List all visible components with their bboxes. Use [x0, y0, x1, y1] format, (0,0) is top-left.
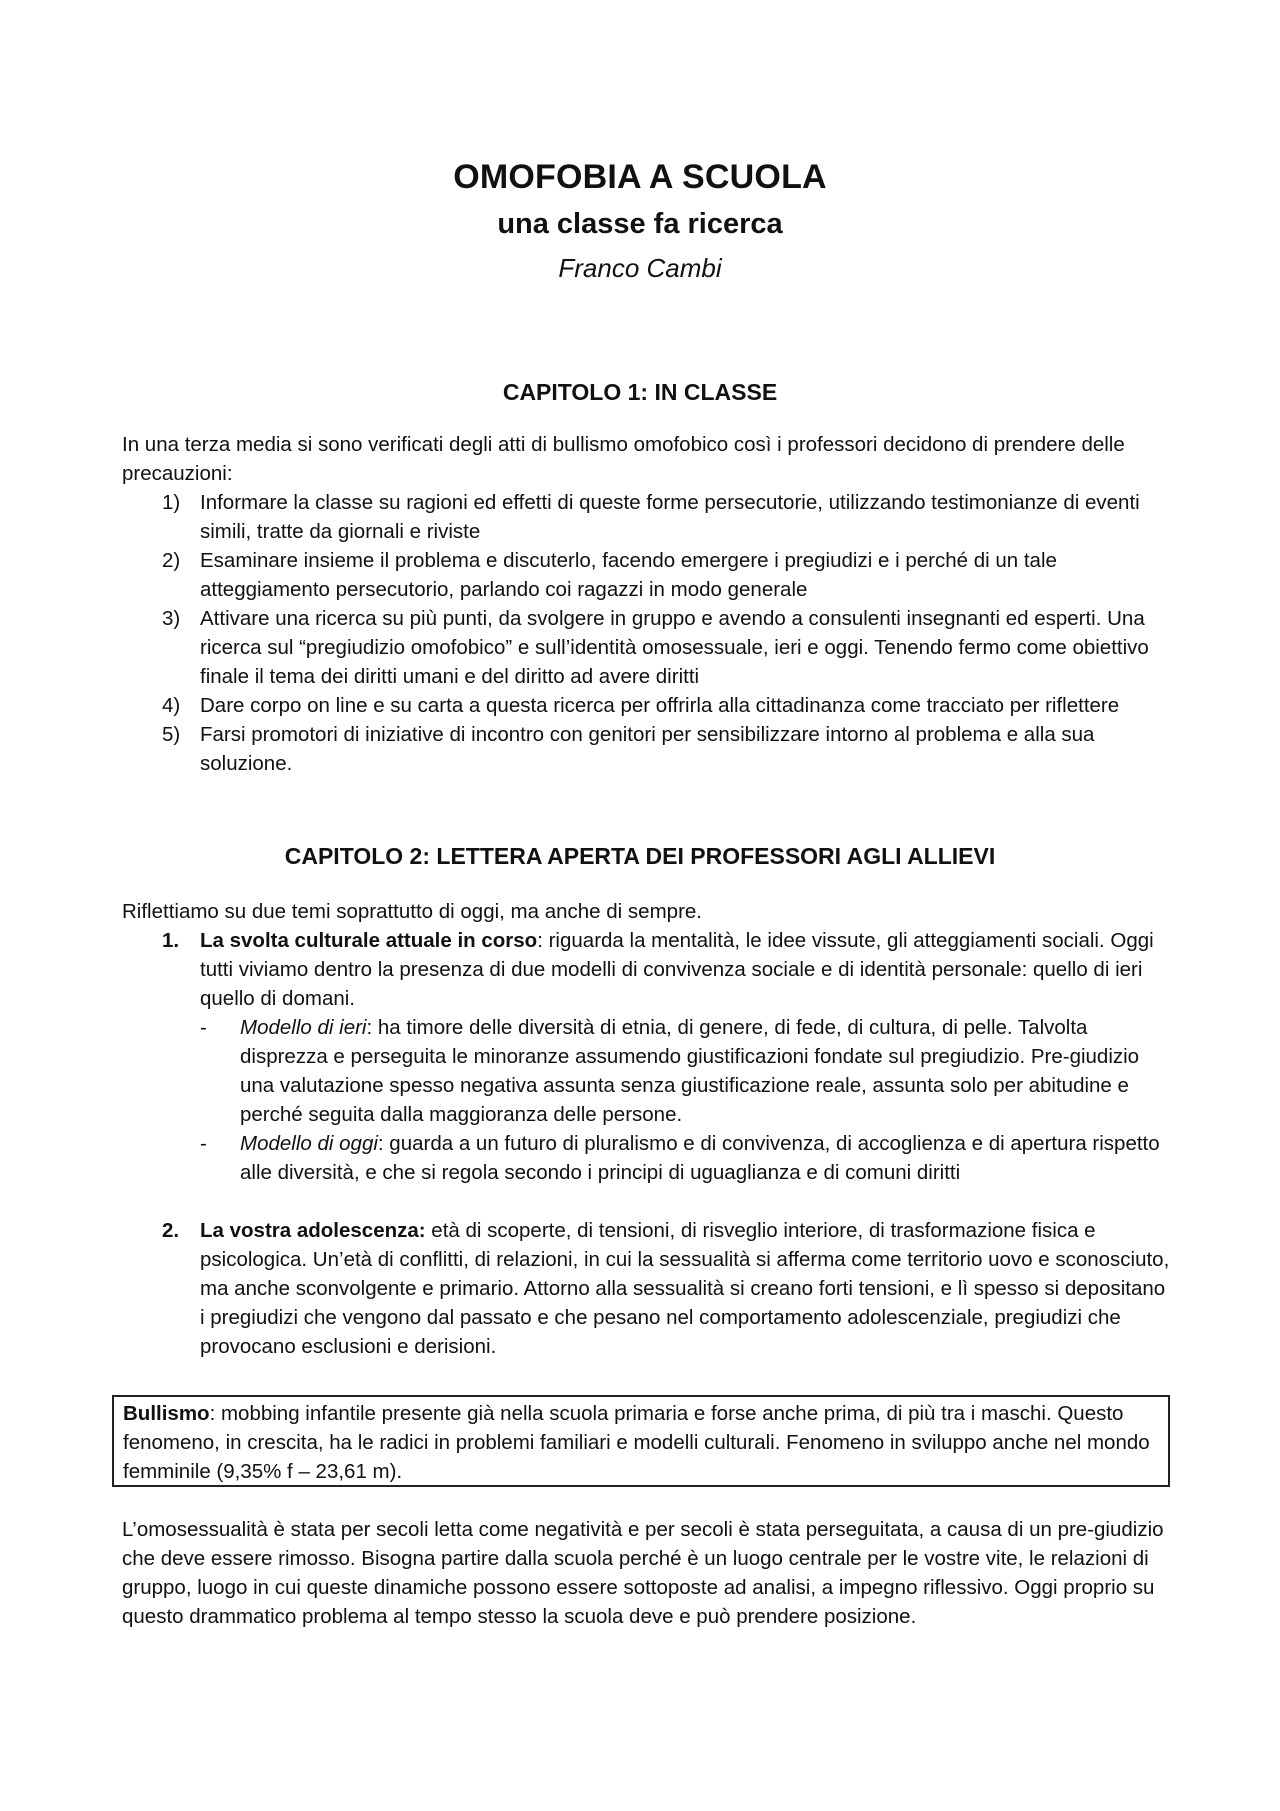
sub-list-item	[200, 1129, 1170, 1187]
sub-item-label: Modello di oggi	[240, 1132, 378, 1155]
sub-item-text: : guarda a un futuro di pluralismo e di convivenza, di accoglienza e di apertura rispetto alle diversità, e che si regola secondo i principi di uguaglianza e di comuni diritti	[240, 1132, 1160, 1184]
sub-list	[200, 1013, 1170, 1187]
list-item	[122, 488, 1170, 546]
chapter-2-heading: CAPITOLO 2: LETTERA APERTA DEI PROFESSORI AGLI ALLIEVI	[284, 843, 996, 869]
box-bold-label: Bullismo	[123, 1402, 210, 1425]
list-item-bold-label: La vostra adolescenza:	[200, 1219, 426, 1242]
list-item-number: 1.	[162, 929, 180, 952]
bullismo-box	[112, 1395, 1170, 1487]
list-item	[122, 604, 1170, 691]
list-item-number: 2.	[162, 1219, 180, 1242]
sub-item-text: : ha timore delle diversità di etnia, di genere, di fede, di cultura, di pelle. Talvolta disprezza e perseguita le minoranze assumendo giustificazioni fondate sul pregiudizio. Pre-giudizio una valutazione spesso negativa assunta senza giustificazione reale, assunta solo per abitudine e perché seguita dalla maggioranza delle persone.	[240, 1016, 1140, 1126]
list-item	[122, 691, 1170, 720]
chapter-2-list	[122, 926, 1170, 1361]
chapter-1-intro: In una terza media si sono verificati degli atti di bullismo omofobico così i professori decidono di prendere delle precauzioni:	[122, 433, 1125, 485]
list-item	[122, 1216, 1170, 1361]
document-author: Franco Cambi	[558, 253, 722, 283]
list-item-text: Dare corpo on line e su carta a questa ricerca per offrirla alla cittadinanza come tracciato per riflettere	[200, 694, 1120, 717]
box-text: : mobbing infantile presente già nella scuola primaria e forse anche prima, di più tra i maschi. Questo fenomeno, in crescita, ha le radici in problemi familiari e modelli culturali. Fenomeno in sviluppo anche nel mondo femminile (9,35% f – 23,61 m).	[123, 1402, 1150, 1483]
list-item-number: 4)	[162, 694, 181, 717]
dash-bullet: -	[200, 1132, 207, 1155]
document-title: OMOFOBIA A SCUOLA	[453, 158, 827, 196]
list-item-text: Attivare una ricerca su più punti, da svolgere in gruppo e avendo a consulenti insegnanti ed esperti. Una ricerca sul “pregiudizio omofobico” e sull’identità omosessuale, ieri e oggi. Tenendo fermo come obiettivo finale il tema dei diritti umani e del diritto ad avere diritti	[200, 607, 1149, 688]
dash-bullet: -	[200, 1016, 207, 1039]
closing-paragraph: L’omosessualità è stata per secoli letta come negatività e per secoli è stata perseguitata, a causa di un pre-giudizio che deve essere rimosso. Bisogna partire dalla scuola perché è un luogo centrale per le vostre vite, le relazioni di gruppo, luogo in cui queste dinamiche possono essere sottoposte ad analisi, a impegno riflessivo. Oggi proprio su questo drammatico problema al tempo stesso la scuola deve e può prendere posizione.	[122, 1518, 1164, 1628]
list-item-text: Informare la classe su ragioni ed effetti di queste forme persecutorie, utilizzando testimonianze di eventi simili, tratte da giornali e riviste	[200, 491, 1140, 543]
list-item-number: 2)	[162, 549, 181, 572]
list-item	[122, 720, 1170, 778]
chapter-2-intro: Riflettiamo su due temi soprattutto di oggi, ma anche di sempre.	[122, 900, 702, 923]
list-item-number: 5)	[162, 723, 181, 746]
list-item-text: Farsi promotori di iniziative di incontro con genitori per sensibilizzare intorno al problema e alla sua soluzione.	[200, 723, 1095, 775]
list-item-number: 1)	[162, 491, 181, 514]
list-item-text: Esaminare insieme il problema e discuterlo, facendo emergere i pregiudizi e i perché di un tale atteggiamento persecutorio, parlando coi ragazzi in modo generale	[200, 549, 1057, 601]
list-item-text: età di scoperte, di tensioni, di risveglio interiore, di trasformazione fisica e psicologica. Un’età di conflitti, di relazioni, in cui la sessualità si afferma come territorio uovo e sconosciuto, ma anche sconvolgente e primario. Attorno alla sessualità si creano forti tensioni, e lì spesso si depositano i pregiudizi che vengono dal passato e che pesano nel comportamento adolescenziale, pregiudizi che provocano esclusioni e derisioni.	[200, 1219, 1170, 1358]
sub-item-label: Modello di ieri	[240, 1016, 367, 1039]
document-subtitle: una classe fa ricerca	[497, 208, 783, 240]
list-item-number: 3)	[162, 607, 181, 630]
chapter-1-heading: CAPITOLO 1: IN CLASSE	[502, 379, 778, 405]
list-item-text: : riguarda la mentalità, le idee vissute, gli atteggiamenti sociali. Oggi tutti viviamo dentro la presenza di due modelli di convivenza sociale e di identità personale: quello di ieri quello di domani.	[200, 929, 1154, 1010]
list-item-bold-label: La svolta culturale attuale in corso	[200, 929, 538, 952]
chapter-1-list	[122, 488, 1170, 778]
list-item	[122, 926, 1170, 1187]
sub-list-item	[200, 1013, 1170, 1129]
list-item	[122, 546, 1170, 604]
